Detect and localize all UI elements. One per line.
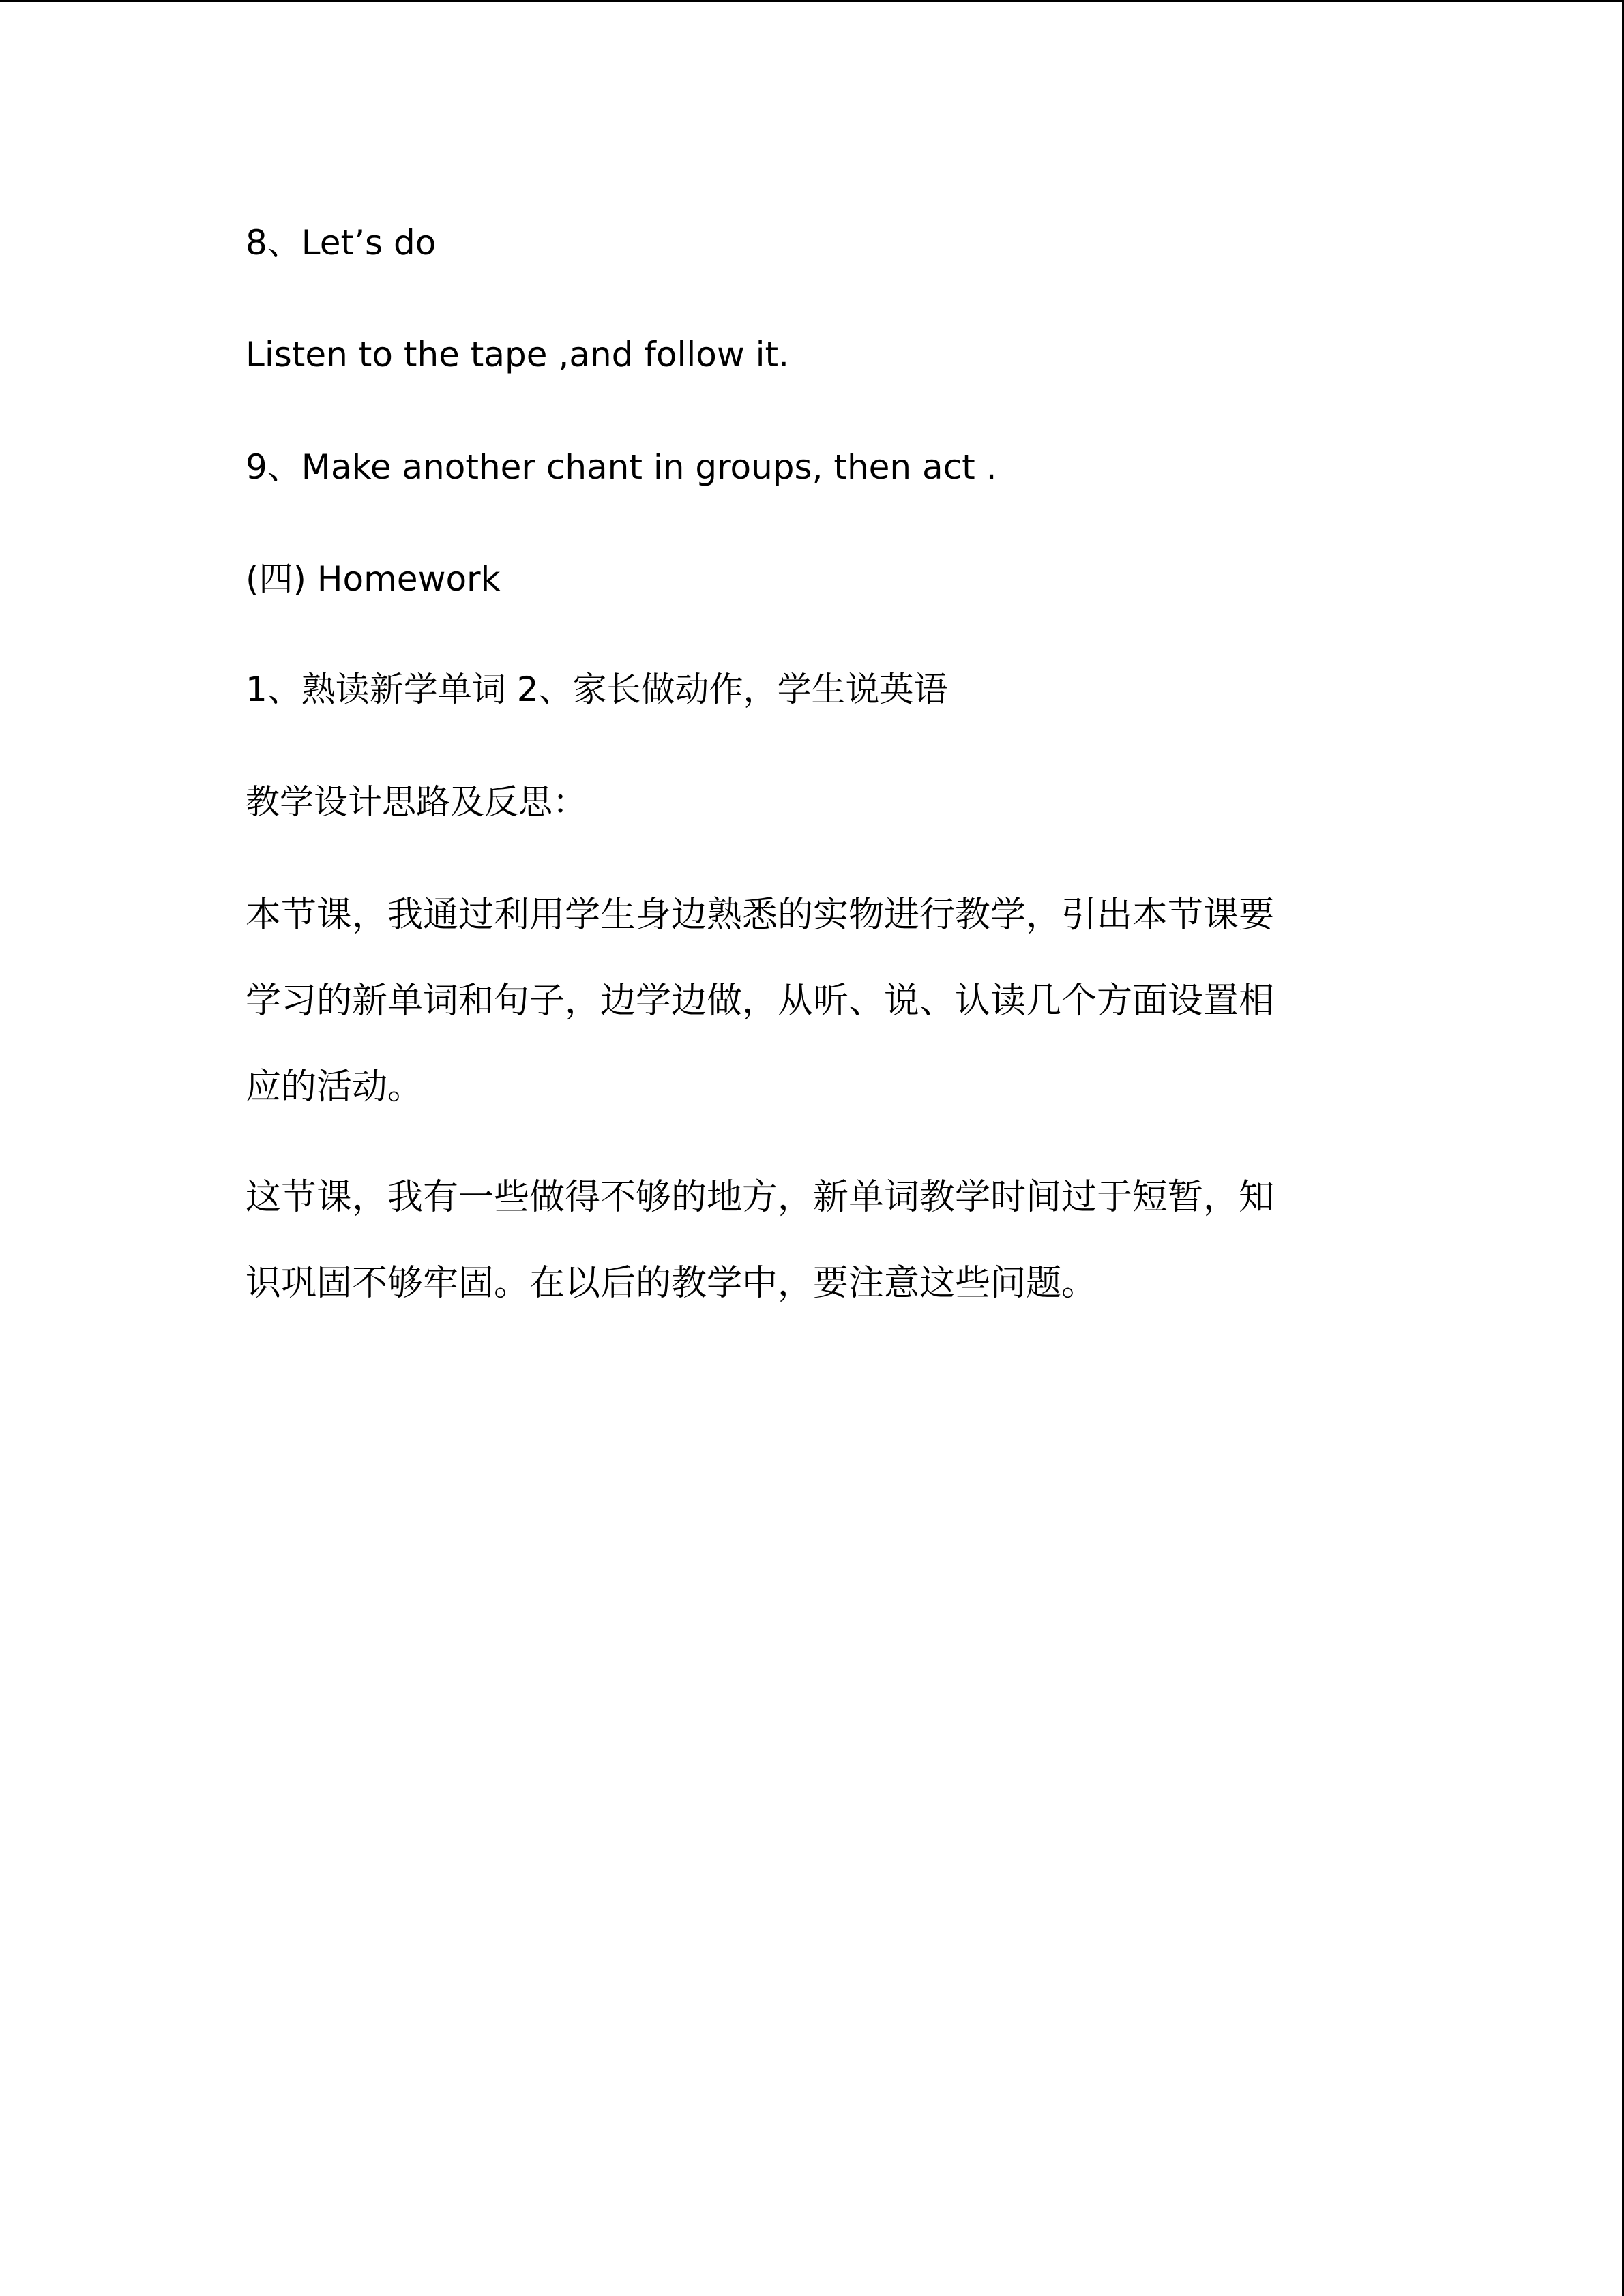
paragraph-line: 识巩固不够牢固。在以后的教学中，要注意这些问题。 bbox=[246, 1263, 1097, 1304]
homework-heading: (四) Homework bbox=[246, 559, 501, 599]
paragraph-line: 本节课，我通过利用学生身边熟悉的实物进行教学，引出本节课要 bbox=[246, 895, 1275, 936]
step-9-make-chant: 9、Make another chant in groups, then act . bbox=[246, 447, 997, 487]
reflection-paragraph-2 bbox=[246, 1154, 1364, 1326]
paragraph-line: 学习的新单词和句子，边学边做，从听、说、认读几个方面设置相 bbox=[246, 981, 1275, 1022]
listen-instruction: Listen to the tape ,and follow it. bbox=[246, 335, 790, 374]
reflection-heading: 教学设计思路及反思： bbox=[246, 782, 587, 822]
paragraph-line: 应的活动。 bbox=[246, 1067, 424, 1107]
paragraph-line: 这节课，我有一些做得不够的地方，新单词教学时间过于短暂，知 bbox=[246, 1177, 1275, 1218]
step-8-lets-do: 8、Let’s do bbox=[246, 223, 437, 263]
reflection-paragraph-1 bbox=[246, 872, 1364, 1130]
homework-items: 1、熟读新学单词 2、家长做动作，学生说英语 bbox=[246, 670, 948, 709]
